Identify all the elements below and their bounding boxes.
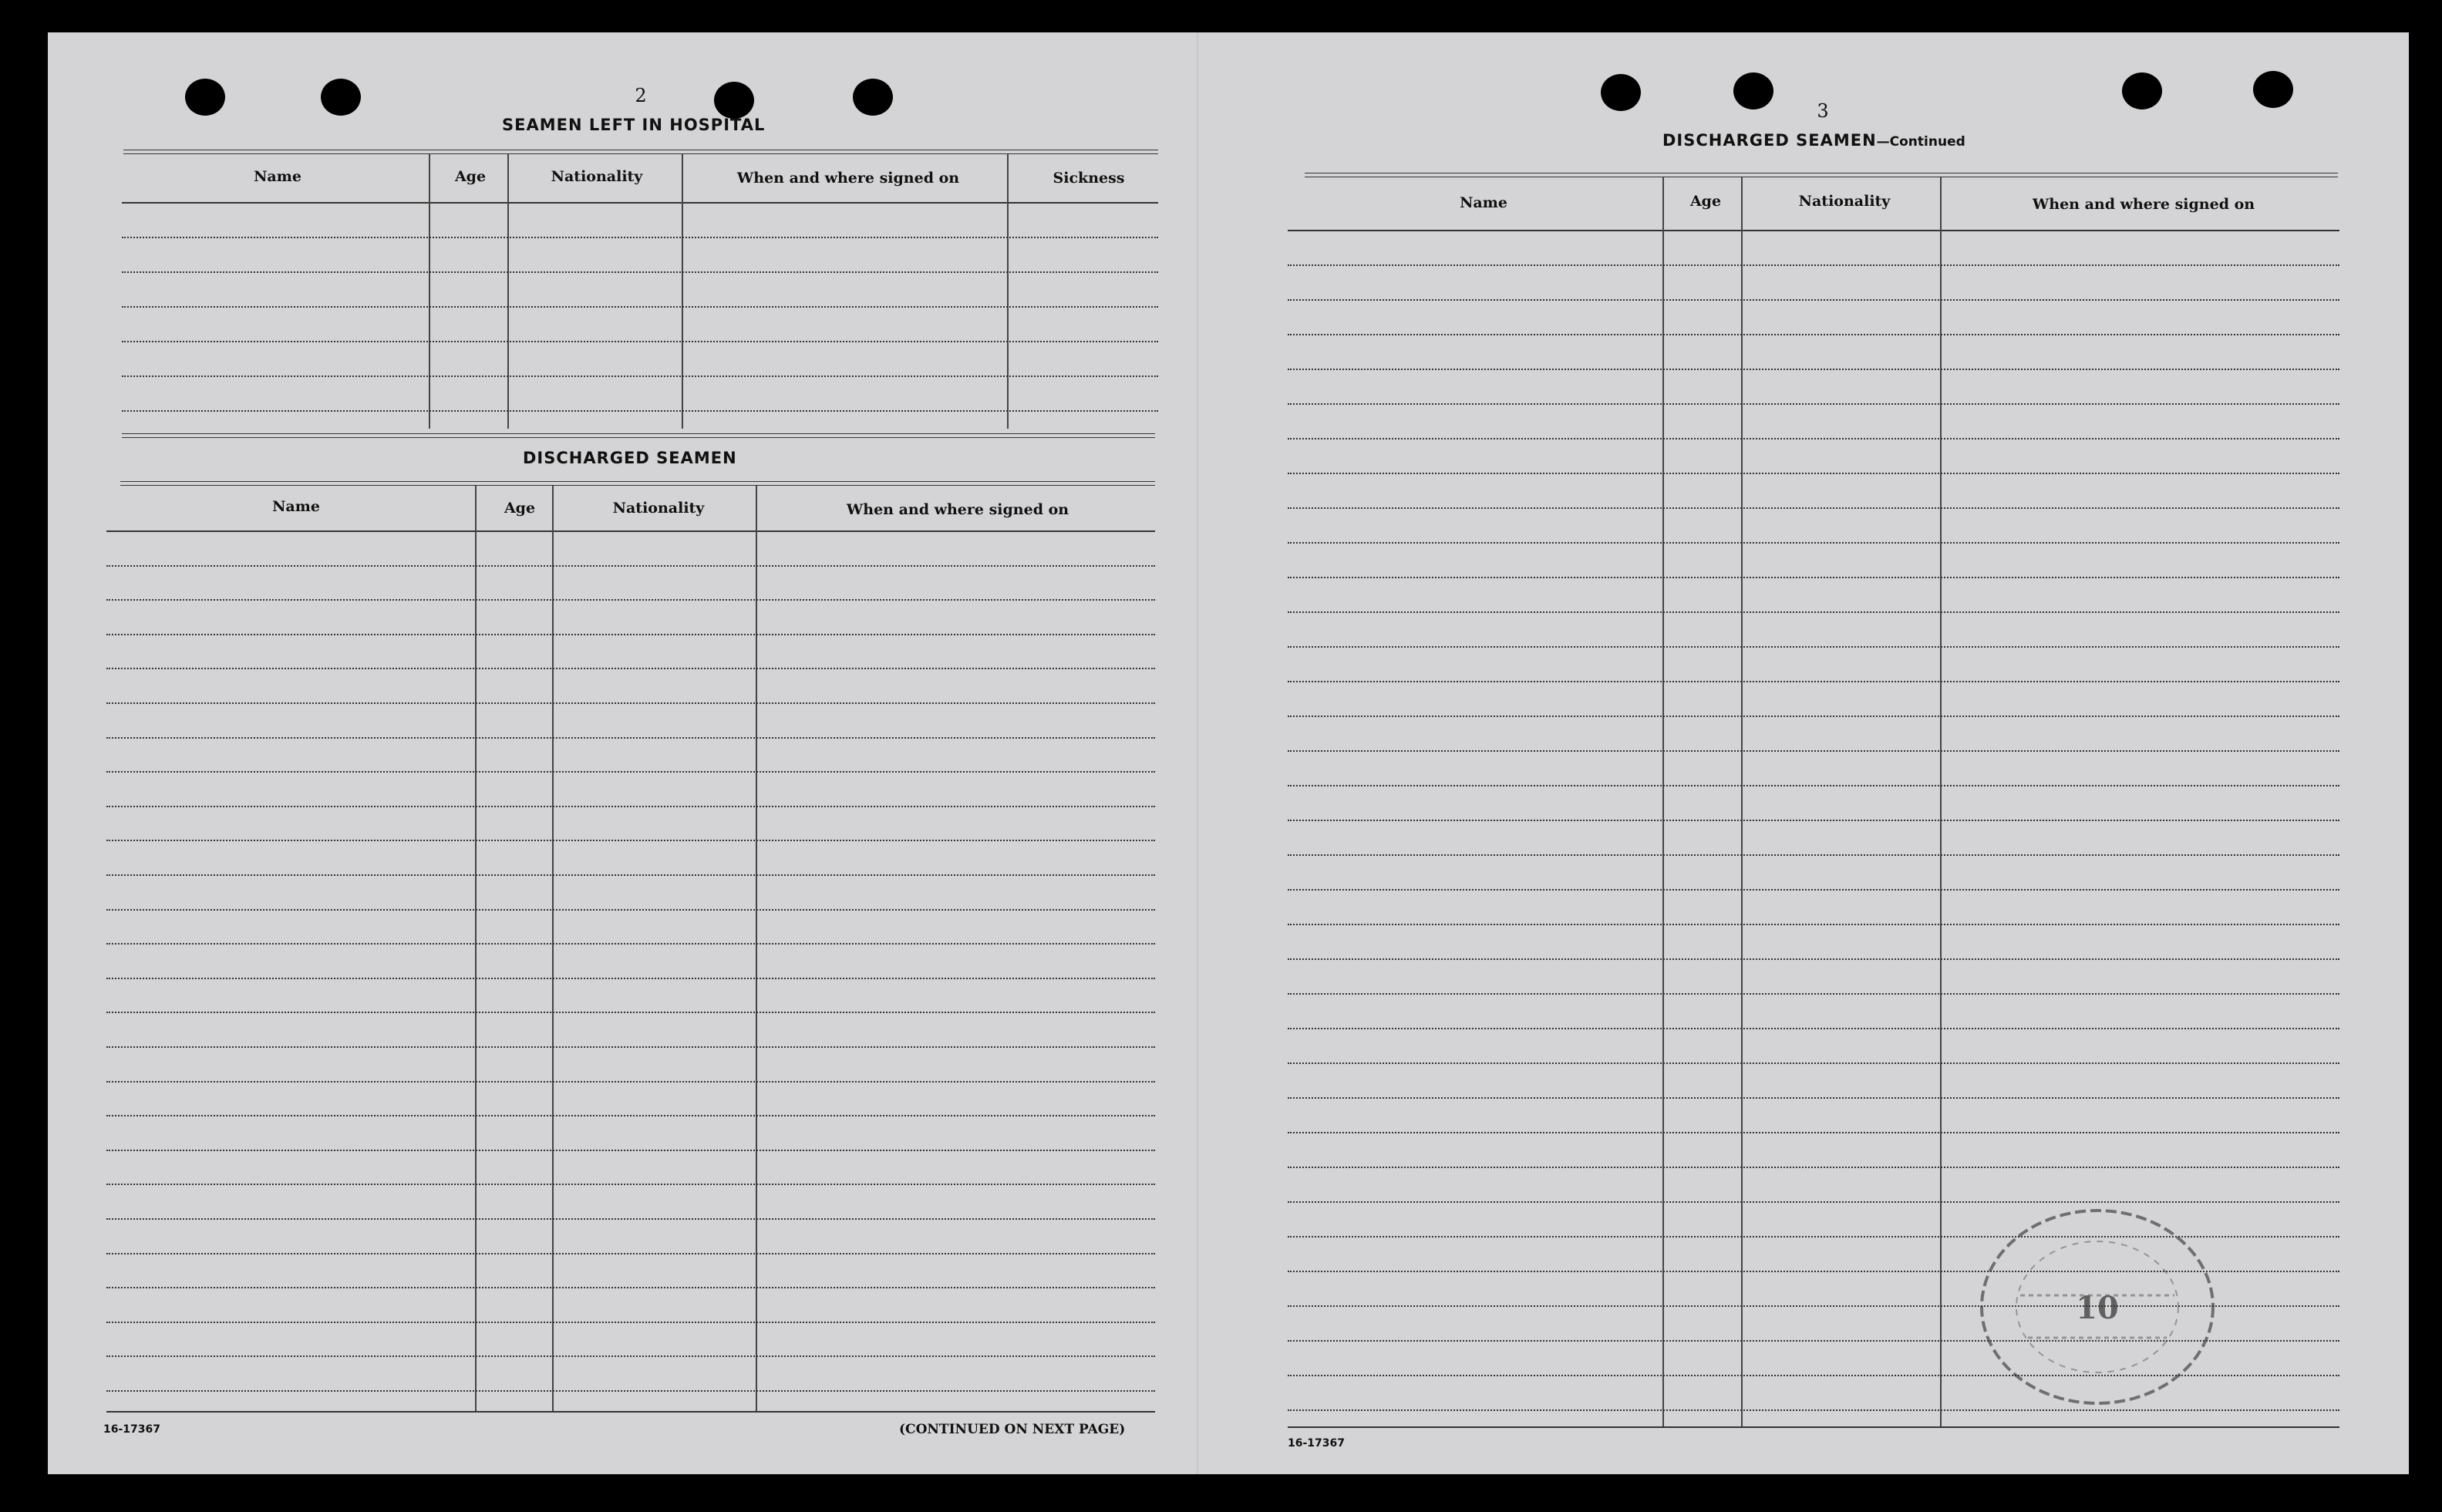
hospital-row-line xyxy=(122,341,1158,342)
discharged-row-line xyxy=(106,840,1155,841)
punch-hole xyxy=(1601,74,1641,111)
punch-hole xyxy=(1733,72,1773,109)
right-discharged-row-line xyxy=(1288,889,2339,891)
discharged-header-rule xyxy=(106,530,1155,532)
right-discharged-column-divider xyxy=(1741,177,1743,1426)
right-col-nationality: Nationality xyxy=(1798,193,1891,210)
page-fold xyxy=(1197,32,1198,1474)
discharged-row-line xyxy=(106,1355,1155,1357)
hospital-row-line xyxy=(122,410,1158,412)
right-col-age: Age xyxy=(1689,193,1722,210)
right-discharged-row-line xyxy=(1288,264,2339,266)
right-discharged-row-line xyxy=(1288,785,2339,786)
discharged-row-line xyxy=(106,1390,1155,1392)
right-discharged-row-line xyxy=(1288,1201,2339,1203)
left-form-number: 16-17367 xyxy=(103,1423,160,1436)
discharged-col-name: Name xyxy=(272,498,320,515)
discharged-row-line xyxy=(106,668,1155,669)
right-form-number: 16-17367 xyxy=(1288,1437,1345,1450)
right-discharged-row-line xyxy=(1288,1340,2339,1342)
discharged-column-divider xyxy=(552,486,554,1411)
right-discharged-row-line xyxy=(1288,924,2339,925)
right-discharged-row-line xyxy=(1288,646,2339,648)
discharged-row-line xyxy=(106,702,1155,704)
right-title-rule xyxy=(1305,173,2338,177)
punch-hole xyxy=(2122,72,2162,109)
right-discharged-row-line xyxy=(1288,473,2339,474)
right-discharged-header-rule xyxy=(1288,230,2339,231)
hospital-column-divider xyxy=(1007,154,1009,429)
discharged-col-signed-on: When and where signed on xyxy=(846,501,1069,518)
right-discharged-row-line xyxy=(1288,1167,2339,1168)
hospital-column-divider xyxy=(682,154,683,429)
discharged-title-rule xyxy=(120,481,1155,486)
discharged-row-line xyxy=(106,1287,1155,1288)
right-discharged-bottom-rule xyxy=(1288,1426,2339,1428)
right-discharged-row-line xyxy=(1288,1236,2339,1238)
discharged-row-line xyxy=(106,1150,1155,1151)
discharged-row-line xyxy=(106,874,1155,876)
right-title-suffix: —Continued xyxy=(1876,134,1965,150)
right-discharged-row-line xyxy=(1288,750,2339,752)
hospital-section-title: SEAMEN LEFT IN HOSPITAL xyxy=(502,116,766,134)
discharged-row-line xyxy=(106,806,1155,807)
punch-hole xyxy=(185,79,225,116)
punch-hole xyxy=(2253,71,2293,108)
stamp-text: 10 xyxy=(2076,1290,2119,1326)
discharged-column-divider xyxy=(475,486,477,1411)
right-discharged-row-line xyxy=(1288,1028,2339,1029)
discharged-row-line xyxy=(106,909,1155,911)
right-discharged-row-line xyxy=(1288,1097,2339,1099)
right-page-number: 3 xyxy=(1817,100,1829,122)
discharged-bottom-rule xyxy=(106,1411,1155,1413)
right-discharged-row-line xyxy=(1288,993,2339,995)
right-discharged-row-line xyxy=(1288,369,2339,370)
discharged-row-line xyxy=(106,1218,1155,1220)
right-discharged-row-line xyxy=(1288,854,2339,856)
hospital-col-sickness: Sickness xyxy=(1053,170,1125,187)
punch-hole xyxy=(853,79,893,116)
discharged-row-line xyxy=(106,599,1155,601)
right-discharged-row-line xyxy=(1288,542,2339,544)
hospital-row-line xyxy=(122,306,1158,308)
hospital-row-line xyxy=(122,375,1158,377)
continued-note: (CONTINUED ON NEXT PAGE) xyxy=(899,1422,1126,1437)
hospital-col-age: Age xyxy=(454,168,487,185)
circular-postmark-stamp xyxy=(1974,1203,2221,1411)
discharged-col-age: Age xyxy=(504,500,536,517)
hospital-col-signed-on: When and where signed on xyxy=(736,170,960,187)
discharged-top-rule xyxy=(122,433,1155,438)
discharged-row-line xyxy=(106,771,1155,773)
right-col-name: Name xyxy=(1460,194,1507,211)
right-discharged-row-line xyxy=(1288,958,2339,960)
right-discharged-row-line xyxy=(1288,820,2339,821)
discharged-row-line xyxy=(106,634,1155,635)
right-discharged-column-divider xyxy=(1940,177,1942,1426)
right-discharged-row-line xyxy=(1288,507,2339,509)
hospital-title-rule xyxy=(123,150,1158,154)
discharged-row-line xyxy=(106,1081,1155,1083)
right-discharged-row-line xyxy=(1288,681,2339,682)
discharged-col-nationality: Nationality xyxy=(612,500,705,517)
right-discharged-row-line xyxy=(1288,299,2339,301)
left-page-number: 2 xyxy=(635,85,647,106)
right-discharged-column-divider xyxy=(1662,177,1664,1426)
hospital-header-rule xyxy=(122,202,1158,204)
right-discharged-row-line xyxy=(1288,334,2339,335)
right-discharged-row-line xyxy=(1288,1132,2339,1133)
discharged-row-line xyxy=(106,565,1155,567)
hospital-column-divider xyxy=(507,154,509,429)
discharged-row-line xyxy=(106,1012,1155,1013)
right-discharged-row-line xyxy=(1288,1409,2339,1411)
right-discharged-row-line xyxy=(1288,1062,2339,1064)
right-discharged-row-line xyxy=(1288,438,2339,439)
discharged-section-title: DISCHARGED SEAMEN xyxy=(523,449,737,467)
hospital-row-line xyxy=(122,237,1158,238)
discharged-row-line xyxy=(106,1322,1155,1323)
discharged-row-line xyxy=(106,1253,1155,1254)
discharged-row-line xyxy=(106,737,1155,739)
right-discharged-row-line xyxy=(1288,403,2339,405)
punch-hole xyxy=(714,82,754,119)
right-title-main: DISCHARGED SEAMEN xyxy=(1662,131,1877,150)
discharged-row-line xyxy=(106,1046,1155,1048)
punch-hole xyxy=(321,79,361,116)
right-discharged-row-line xyxy=(1288,1375,2339,1376)
right-discharged-row-line xyxy=(1288,1271,2339,1272)
right-discharged-row-line xyxy=(1288,611,2339,613)
right-col-signed-on: When and where signed on xyxy=(2032,196,2255,213)
hospital-column-divider xyxy=(429,154,430,429)
right-section-title xyxy=(1662,131,1965,150)
discharged-row-line xyxy=(106,978,1155,979)
discharged-row-line xyxy=(106,1115,1155,1116)
right-discharged-row-line xyxy=(1288,1305,2339,1307)
discharged-column-divider xyxy=(756,486,757,1411)
discharged-row-line xyxy=(106,1184,1155,1185)
discharged-row-line xyxy=(106,943,1155,945)
hospital-row-line xyxy=(122,271,1158,273)
right-discharged-row-line xyxy=(1288,577,2339,578)
right-discharged-row-line xyxy=(1288,716,2339,717)
hospital-col-nationality: Nationality xyxy=(551,168,643,185)
hospital-col-name: Name xyxy=(254,168,301,185)
